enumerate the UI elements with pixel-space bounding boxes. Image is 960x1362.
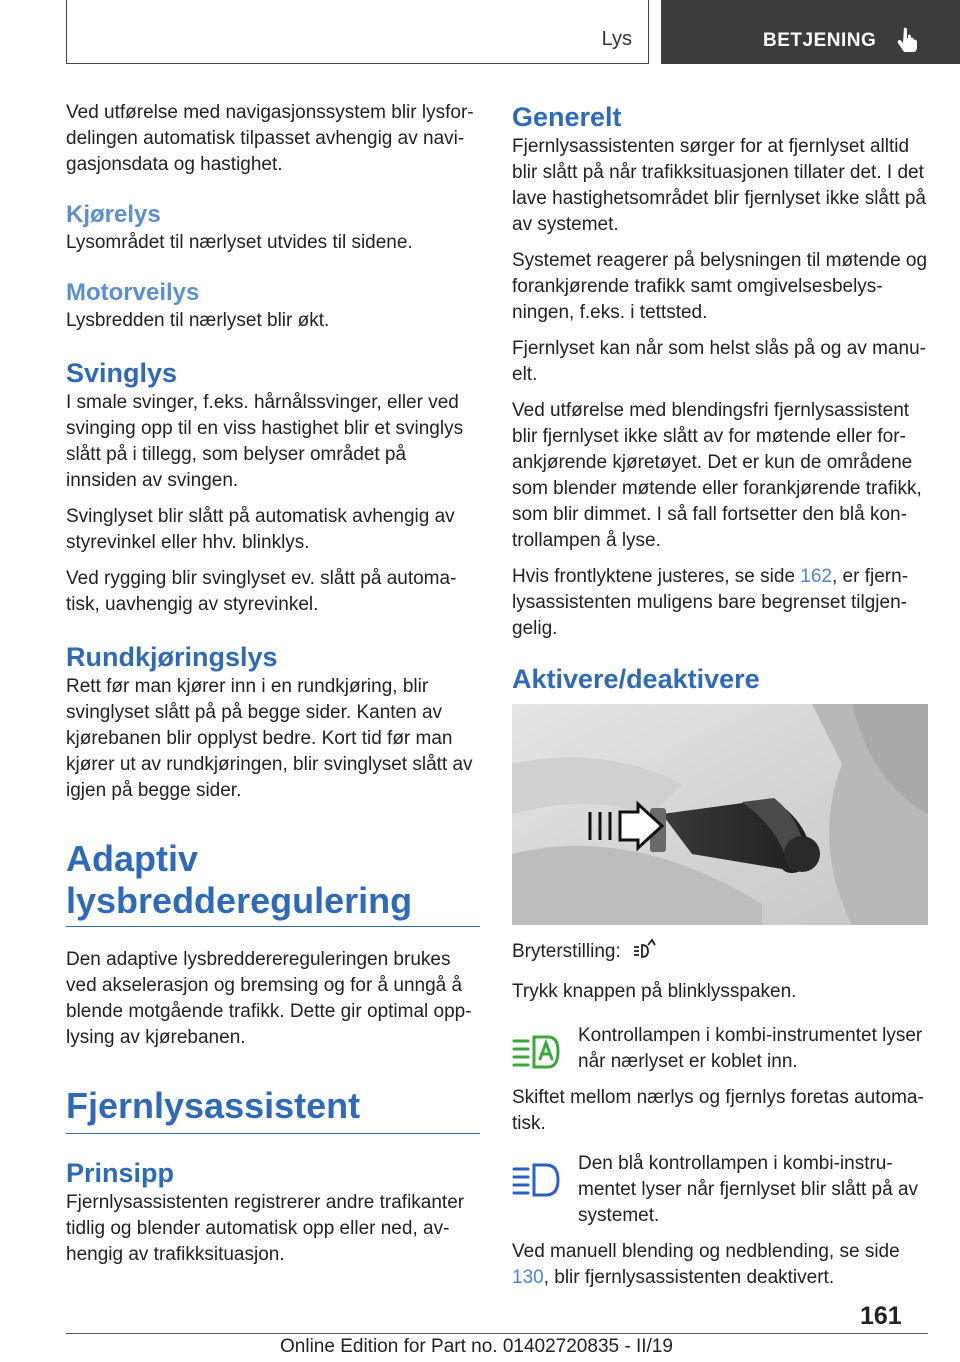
- heading-rundkjoringslys: Rundkjøringslys: [66, 642, 278, 672]
- page-number: 161: [860, 1302, 902, 1330]
- right-column: [512, 100, 928, 1301]
- page-link-130[interactable]: 130: [512, 1267, 544, 1288]
- indicator-row-low-beam: [512, 1023, 928, 1075]
- svinglys-text-3: Ved rygging blir svinglyset ev. slått på automatisk, uavhengig av styrevinkel.: [66, 568, 457, 615]
- header-chapter-title: BETJENING: [763, 30, 877, 51]
- generelt-text-5: [512, 564, 928, 642]
- indicator-high-beam-text: Den blå kontrollampen i kombi-instrumentet lyser når fjernlyset blir slått på av systemet.: [578, 1153, 919, 1226]
- turn-signal-stalk-illustration: [512, 704, 928, 925]
- generelt-text-5-start: Hvis frontlyktene justeres, se side: [512, 566, 801, 587]
- footer-divider: [66, 1333, 928, 1334]
- manuell-text-start: Ved manuell blending og nedblending, se side: [512, 1241, 900, 1262]
- bryterstilling-label: Bryterstilling:: [512, 941, 621, 962]
- header-section-title: Lys: [601, 28, 632, 50]
- heading-svinglys: Svinglys: [66, 358, 178, 388]
- header-section-box: [66, 0, 649, 64]
- manuell-text-end: , blir fjernlysassistenten deaktivert.: [543, 1267, 835, 1288]
- indicator-row-high-beam: [512, 1151, 928, 1229]
- footer-edition: Online Edition for Part no. 01402720835 - II/19: [280, 1336, 673, 1357]
- heading-motorveilys: Motorveilys: [66, 279, 200, 306]
- high-beam-indicator-icon: [512, 1159, 562, 1206]
- manuell-text: [512, 1239, 928, 1291]
- heading-kjorelys: Kjørelys: [66, 201, 161, 228]
- adaptiv-text: Den adaptive lysbredderereguleringen brukes ved akselerasjon og bremsing og for å unngå å blende motgående trafikk. Dette gir optimal opplysing av kjørebanen.: [66, 949, 472, 1048]
- page-link-162[interactable]: 162: [800, 566, 832, 587]
- generelt-text-5-end: , er fjernlysassistenten muligens bare begrenset tilgjengelig.: [512, 566, 909, 639]
- intro-paragraph: Ved utførelse med navigasjonssystem blir lysfordelingen automatisk tilpasset avhengig av navigasjonsdata og hastighet.: [66, 102, 474, 175]
- heading-adaptiv-line2: lysbredderegulering: [66, 880, 413, 921]
- motorveilys-text: Lysbredden til nærlyset blir økt.: [66, 310, 330, 331]
- bryterstilling-line: [512, 939, 928, 969]
- heading-adaptiv-line1: Adaptiv: [66, 838, 199, 879]
- rundkjoringslys-text: Rett før man kjører inn i en rundkjøring, blir svinglyset slått på på begge sider. Kanten av kjørebanen blir opplyst bedre. Kort tid før man kjører ut av rundkjøringen, blir svinglyset slått av igjen på begge sider.: [66, 676, 473, 801]
- heading-fjernlysassistent: Fjernlysassistent: [66, 1085, 361, 1126]
- high-beam-assistant-icon: [632, 939, 656, 969]
- trykk-text: Trykk knappen på blinklysspaken.: [512, 981, 797, 1002]
- pointing-hand-icon: [897, 26, 919, 57]
- skiftet-text: Skiftet mellom nærlys og fjernlys foretas automatisk.: [512, 1087, 924, 1134]
- indicator-low-beam-text: Kontrollampen i kombi-instrumentet lyser når nærlyset er koblet inn.: [578, 1025, 923, 1072]
- svinglys-text-2: Svinglyset blir slått på automatisk avhengig av styrevinkel eller hhv. blinklys.: [66, 506, 455, 553]
- left-column: [66, 100, 480, 1278]
- generelt-text-4: Ved utførelse med blendingsfri fjernlysassistent blir fjernlyset ikke slått av for møtende eller forankjørende kjøretøyet. Det er kun de områdene som blender møtende eller forankjørende trafikk, som blir dimmet. I så fall fortsetter den blå kontrollampen å lyse.: [512, 400, 922, 551]
- automatic-low-beam-indicator-icon: [512, 1031, 562, 1078]
- generelt-text-1: Fjernlysassistenten sørger for at fjernlyset alltid blir slått på når trafikksituasjonen tillater det. I det lave hastighetsområdet blir fjernlyset ikke slått på av systemet.: [512, 136, 926, 235]
- heading-aktivere-deaktivere: Aktivere/deaktivere: [512, 664, 760, 694]
- svinglys-text-1: I smale svinger, f.eks. hårnålssvinger, eller ved svinging opp til en viss hastighet blir et svinglys slått på i tillegg, som belyser området på innsiden av svingen.: [66, 392, 464, 491]
- generelt-text-2: Systemet reagerer på belysningen til møtende og forankjørende trafikk samt omgivelsesbelysningen, f.eks. i tettsted.: [512, 250, 928, 323]
- heading-fjernlys-block: [66, 1085, 480, 1134]
- heading-generelt: Generelt: [512, 102, 622, 132]
- prinsipp-text: Fjernlysassistenten registrerer andre trafikanter tidlig og blender automatisk opp eller ned, avhengig av trafikksituasjon.: [66, 1192, 465, 1265]
- heading-prinsipp: Prinsipp: [66, 1158, 175, 1188]
- header-chapter-tab: [661, 0, 960, 64]
- heading-adaptiv-block: [66, 838, 480, 927]
- generelt-text-3: Fjernlyset kan når som helst slås på og av manuelt.: [512, 338, 926, 385]
- kjorelys-text: Lysområdet til nærlyset utvides til sidene.: [66, 232, 413, 253]
